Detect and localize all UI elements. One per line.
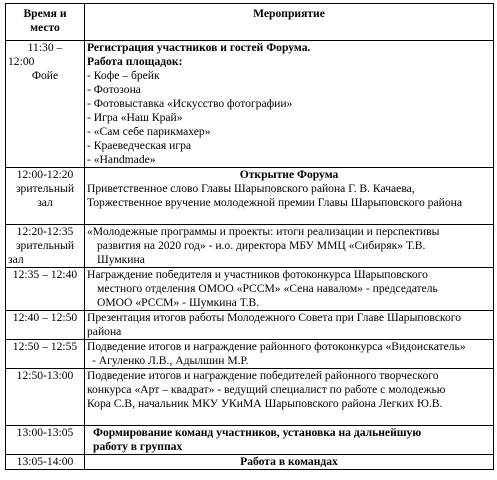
time-line: 12:00-12:20 bbox=[16, 168, 74, 181]
event-cell bbox=[85, 41, 494, 168]
event-cell bbox=[85, 455, 494, 470]
time-cell bbox=[6, 268, 85, 311]
table-row bbox=[6, 311, 494, 340]
list-item: - Игра «Наш Край» bbox=[87, 111, 183, 124]
event-line: Приветственное слово Главы Шарыповского района Г. В. Качаева, bbox=[87, 182, 415, 195]
table-row bbox=[6, 268, 494, 311]
table-row bbox=[6, 41, 494, 168]
event-line: Шумкина bbox=[97, 253, 145, 266]
time-cell bbox=[6, 369, 85, 426]
schedule-table bbox=[5, 3, 494, 470]
time-cell bbox=[6, 426, 85, 455]
event-line: Формирование команд участников, установка на дальнейшую bbox=[93, 426, 422, 439]
list-item: - Кофе – брейк bbox=[87, 69, 160, 82]
event-line: Подведение итогов и награждение победителей районного творческого bbox=[87, 369, 439, 382]
time-line: 11:30 – bbox=[27, 41, 63, 54]
header-row bbox=[6, 4, 494, 41]
event-cell bbox=[85, 168, 494, 225]
event-line: ОМОО «РССМ» - Шумкина Т.В. bbox=[97, 296, 260, 309]
header-event: Мероприятие bbox=[85, 4, 494, 41]
table-row bbox=[6, 225, 494, 268]
list-item: - Краеведческая игра bbox=[87, 139, 192, 152]
time-line: 12:20-12:35 bbox=[16, 225, 74, 238]
place-line: зал bbox=[37, 196, 53, 209]
event-title: Регистрация участников и гостей Форума. bbox=[87, 41, 311, 54]
event-line: конкурса «Арт – квадрат» - ведущий специалист по работе с молодежью bbox=[87, 383, 446, 396]
event-line: Подведение итогов и награждение районного фотоконкурса «Видоискатель» bbox=[87, 340, 466, 353]
table-row bbox=[6, 369, 494, 426]
time-cell bbox=[6, 311, 85, 340]
time-cell bbox=[6, 225, 85, 268]
event-line: Кора С.В, начальник МКУ УКиМА Шарыповского района Легких Ю.В. bbox=[87, 397, 443, 410]
time-line: 13:00-13:05 bbox=[16, 426, 74, 439]
event-cell bbox=[85, 369, 494, 426]
time-cell bbox=[6, 168, 85, 225]
spacer bbox=[87, 411, 491, 425]
time-cell bbox=[6, 41, 85, 168]
place-line: зрительный bbox=[15, 239, 75, 252]
list-item: - Фотовыставка «Искусство фотографии» bbox=[87, 97, 293, 110]
event-cell bbox=[85, 311, 494, 340]
table-row bbox=[6, 426, 494, 455]
list-item: - «Handmade» bbox=[87, 153, 156, 166]
event-line: работу в группах bbox=[93, 440, 183, 453]
event-line: развития на 2020 год» - и.о. директора МБУ ММЦ «Сибиряк» Т.В. bbox=[97, 239, 426, 252]
event-cell bbox=[85, 340, 494, 369]
schedule-page bbox=[5, 3, 493, 470]
event-line: «Молодежные программы и проекты: итоги реализации и перспективы bbox=[87, 225, 440, 238]
time-line: 12:40 – 12:50 bbox=[12, 311, 78, 324]
table-row bbox=[6, 455, 494, 470]
event-subtitle: Работа площадок: bbox=[87, 55, 183, 68]
header-time-place bbox=[6, 4, 85, 41]
event-title: Открытие Форума bbox=[239, 168, 339, 181]
time-line: 12:35 – 12:40 bbox=[12, 268, 78, 281]
event-cell bbox=[85, 426, 494, 455]
time-line: 13:05-14:00 bbox=[16, 455, 74, 468]
place-line: Фойе bbox=[31, 69, 59, 82]
header-time-line: Время и bbox=[23, 7, 67, 20]
event-line: Презентация итогов работы Молодежного Совета при Главе Шарыповского bbox=[87, 311, 462, 324]
list-item: - Фотозона bbox=[87, 83, 141, 96]
event-line: местного отделения ОМОО «РССМ» «Сена навалом» - председатель bbox=[97, 282, 438, 295]
event-line: - Агуленко Л.В., Адылшин М.Р. bbox=[92, 354, 249, 367]
table-row bbox=[6, 168, 494, 225]
time-line: 12:50-13:00 bbox=[16, 369, 74, 382]
time-line: 12:50 – 12:55 bbox=[12, 340, 78, 353]
event-cell bbox=[85, 225, 494, 268]
event-title: Работа в командах bbox=[240, 455, 338, 468]
table-row bbox=[6, 340, 494, 369]
event-line: Торжественное вручение молодежной премии Главы Шарыповского района bbox=[87, 196, 462, 209]
place-line: зал bbox=[8, 253, 24, 266]
event-line: района bbox=[87, 325, 122, 338]
time-cell bbox=[6, 340, 85, 369]
list-item: - «Сам себе парикмахер» bbox=[87, 125, 211, 138]
spacer bbox=[87, 210, 491, 224]
event-cell bbox=[85, 268, 494, 311]
event-line: Награждение победителя и участников фотоконкурса Шарыповского bbox=[87, 268, 428, 281]
time-cell bbox=[6, 455, 85, 470]
header-place-line: место bbox=[30, 21, 60, 34]
time-line: 12:00 bbox=[8, 55, 35, 68]
place-line: зрительный bbox=[15, 182, 75, 195]
